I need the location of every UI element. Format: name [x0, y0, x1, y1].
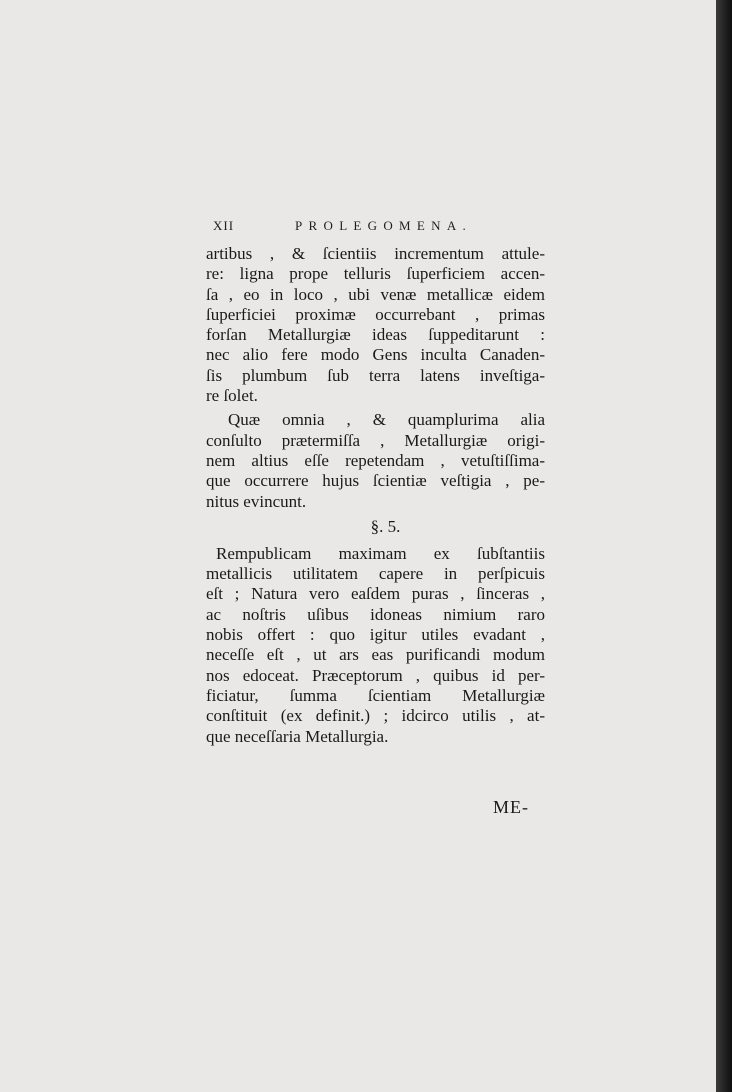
text-line: ſuperficiei proximæ occurrebant , primas: [206, 304, 545, 324]
text-line: conſtituit (ex definit.) ; idcirco utilis , at-: [206, 706, 545, 726]
body-text: [206, 244, 545, 747]
text-line: artibus , & ſcientiis incrementum attule-: [206, 244, 545, 263]
text-line: Quæ omnia , & quamplurima alia: [228, 410, 545, 430]
text-line: nec alio fere modo Gens inculta Canaden-: [206, 345, 545, 365]
text-line: nos edoceat. Præceptorum , quibus id per-: [206, 665, 545, 685]
text-line: ficiatur, ſumma ſcientiam Metallurgiæ: [206, 685, 545, 705]
text-line: Rempublicam maximam ex ſubſtantiis: [216, 543, 545, 563]
text-line: forſan Metallurgiæ ideas ſuppeditarunt :: [206, 325, 545, 345]
text-line: eſt ; Natura vero eaſdem puras , ſinceras ,: [206, 584, 545, 604]
page-edge-shadow: [716, 0, 732, 1092]
running-head: [213, 218, 553, 238]
text-line: ſis plumbum ſub terra latens inveſtiga-: [206, 365, 545, 385]
text-line: nitus evincunt.: [206, 491, 307, 511]
text-line: neceſſe eſt , ut ars eas purificandi modum: [206, 645, 545, 665]
paragraph-2: [206, 410, 545, 511]
text-line: que neceſſaria Metallurgia.: [206, 726, 389, 746]
text-line: metallicis utilitatem capere in perſpicuis: [206, 564, 545, 584]
catchword: ME-: [493, 797, 529, 817]
text-line: ac noſtris uſibus idoneas nimium raro: [206, 604, 545, 624]
page-number: XII: [213, 218, 235, 233]
text-line: conſulto prætermiſſa , Metallurgiæ origi-: [206, 430, 545, 450]
running-title: PROLEGOMENA.: [295, 218, 473, 233]
text-line: re: ligna prope telluris ſuperficiem accen-: [206, 264, 545, 284]
text-line: que occurrere hujus ſcientiæ veſtigia , pe-: [206, 471, 545, 491]
text-line: nobis offert : quo igitur utiles evadant ,: [206, 625, 545, 645]
text-line: re ſolet.: [206, 386, 258, 406]
paragraph-3: [206, 544, 545, 747]
paragraph-1: [206, 244, 545, 406]
section-heading: §. 5.: [370, 516, 401, 536]
text-line: nem altius eſſe repetendam , vetuſtiſſima-: [206, 450, 545, 470]
text-line: ſa , eo in loco , ubi venæ metallicæ eidem: [206, 284, 545, 304]
